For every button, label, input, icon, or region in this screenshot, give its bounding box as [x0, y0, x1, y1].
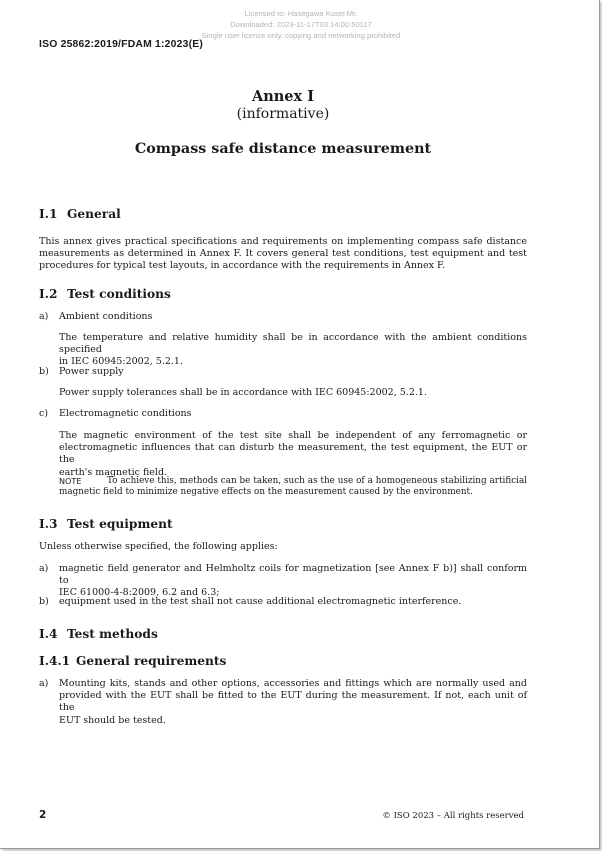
section-title: Test methods [67, 627, 158, 641]
list-item-field-generator [59, 563, 527, 600]
paragraph-line: earth's magnetic field. [59, 466, 168, 478]
section-heading-general [39, 207, 121, 221]
page-number: 2 [39, 809, 47, 821]
section-number: I.1 [39, 207, 58, 221]
paragraph-line: This annex gives practical specifications and requirements on implementing compass safe distance [39, 236, 527, 247]
section-number: I.3 [39, 517, 58, 531]
subsection-number: I.4.1 [39, 654, 71, 668]
list-marker: b) [39, 366, 49, 377]
paragraph-line: in IEC 60945:2002, 5.2.1. [59, 356, 183, 368]
electromagnetic-conditions-paragraph [59, 430, 527, 479]
list-item-power-supply: Power supply [59, 366, 124, 377]
section-heading-test-equipment [39, 517, 173, 531]
annex-title: Annex I [251, 88, 315, 105]
paragraph-line: measurements as determined in Annex F. It covers general test conditions, test equipment and test [39, 248, 527, 260]
note-line: magnetic field to minimize negative effects on the measurement caused by the environment. [59, 487, 473, 498]
section-number: I.2 [39, 287, 58, 301]
paragraph-line: The temperature and relative humidity shall be in accordance with the ambient conditions specified [59, 332, 527, 356]
general-paragraph [39, 236, 527, 273]
paragraph-line: The magnetic environment of the test site shall be independent of any ferromagnetic or [59, 430, 527, 441]
list-marker: a) [39, 311, 49, 322]
annex-subtitle: (informative) [236, 106, 330, 122]
note-paragraph [59, 476, 527, 499]
paragraph-line: Mounting kits, stands and other options, accessories and fittings which are normally used and [59, 678, 527, 689]
watermark-download-time: Downloaded: 2023-11-17T03:14:00.50117 [230, 20, 372, 29]
section-number: I.4 [39, 627, 58, 641]
power-supply-paragraph: Power supply tolerances shall be in accordance with IEC 60945:2002, 5.2.1. [59, 387, 427, 398]
subsection-heading-general-requirements [39, 654, 226, 668]
copyright-notice: © ISO 2023 – All rights reserved [382, 811, 524, 821]
paragraph-line: procedures for typical test layouts, in accordance with the requirements in Annex F. [39, 260, 446, 272]
paragraph-line: IEC 61000-4-8:2009, 6.2 and 6.3; [59, 587, 220, 599]
document-id: ISO 25862:2019/FDAM 1:2023(E) [39, 39, 204, 50]
list-item-electromagnetic-conditions: Electromagnetic conditions [59, 408, 192, 419]
paragraph-line: magnetic field generator and Helmholtz coils for magnetization [see Annex F b)] shall conform to [59, 563, 527, 587]
section-heading-test-conditions [39, 287, 171, 301]
subsection-title: General requirements [76, 654, 227, 668]
test-equipment-intro: Unless otherwise specified, the following applies: [39, 541, 278, 552]
list-item-ambient-conditions: Ambient conditions [59, 311, 153, 322]
section-title: General [67, 207, 121, 221]
list-marker: a) [39, 563, 49, 574]
list-marker: c) [39, 408, 49, 419]
paragraph-line: EUT should be tested. [59, 714, 166, 726]
paragraph-line: provided with the EUT shall be fitted to the EUT during the measurement. If not, each unit of the [59, 690, 527, 714]
section-heading-test-methods [39, 627, 158, 641]
list-item-mounting-kits [59, 678, 527, 727]
watermark-licence-terms: Single user licence only, copying and networking prohibited [201, 31, 401, 40]
note-line: To achieve this, methods can be taken, such as the use of a homogeneous stabilizing artificial [107, 476, 527, 486]
list-marker: a) [39, 678, 49, 689]
section-title: Test conditions [67, 287, 171, 301]
watermark-licensee: Licensed to: Hasegawa Kosei Mr. [244, 9, 358, 18]
list-item-equipment-interference: equipment used in the test shall not cause additional electromagnetic interference. [59, 596, 462, 607]
annex-heading: Compass safe distance measurement [134, 141, 432, 157]
paragraph-line: electromagnetic influences that can disturb the measurement, the test equipment, the EUT or the [59, 442, 527, 466]
list-marker: b) [39, 596, 49, 607]
note-label: NOTE [59, 476, 82, 486]
ambient-conditions-paragraph [59, 332, 527, 369]
section-title: Test equipment [67, 517, 173, 531]
